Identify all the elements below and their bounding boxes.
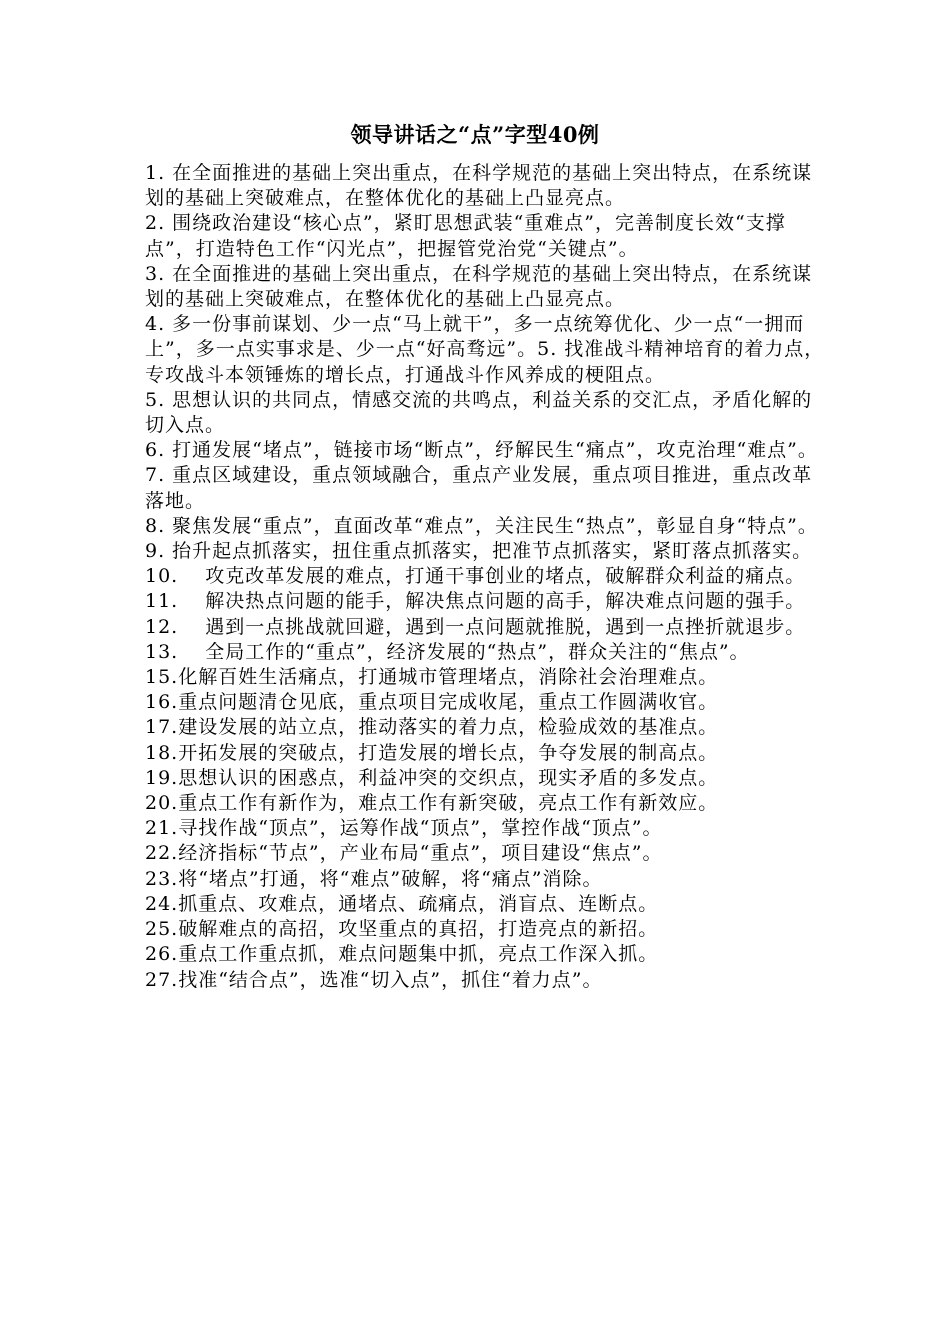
paragraph: 5. 思想认识的共同点，情感交流的共鸣点，利益关系的交汇点，矛盾化解的切入点。 [145,388,813,437]
paragraph: 26.重点工作重点抓，难点问题集中抓，亮点工作深入抓。 [145,943,659,966]
paragraph: 11. 解决热点问题的能手，解决焦点问题的高手，解决难点问题的强手。 [145,590,806,613]
paragraph: 24.抓重点、攻难点，通堵点、疏痛点，消盲点、连断点。 [145,892,659,915]
paragraph: 10. 攻克改革发展的难点，打通干事创业的堵点，破解群众利益的痛点。 [145,565,806,588]
paragraph: 8. 聚焦发展“重点”，直面改革“难点”，关注民生“热点”，彰显自身“特点”。 [145,514,818,537]
paragraph: 23.将“堵点”打通，将“难点”破解，将“痛点”消除。 [145,867,603,890]
paragraph: 19.思想认识的困惑点，利益冲突的交织点，现实矛盾的多发点。 [145,766,719,789]
paragraph: 1. 在全面推进的基础上突出重点，在科学规范的基础上突出特点，在系统谋划的基础上突破难点，在整体优化的基础上凸显亮点。 [145,162,813,210]
paragraph: 27.找准“结合点”，选准“切入点”，抓住“着力点”。 [145,968,603,991]
paragraph: 6. 打通发展“堵点”，链接市场“断点”，纾解民生“痛点”，攻克治理“难点”。 [145,439,818,462]
paragraph: 17.建设发展的站立点，推动落实的着力点，检验成效的基准点。 [145,716,719,739]
paragraph: 4. 多一份事前谋划、少一点“马上就干”，多一点统筹优化、少一点“一拥而上”，多一点实事求是、少一点“好高骛远”。5. 找准战斗精神培育的着力点，专攻战斗本领锤炼的增长点，打通战斗作风养成的梗阻点。 [145,313,825,386]
document-body [145,161,825,993]
paragraph: 13. 全局工作的“重点”，经济发展的“热点”，群众关注的“焦点”。 [145,640,750,663]
paragraph: 3. 在全面推进的基础上突出重点，在科学规范的基础上突出特点，在系统谋划的基础上突破难点，在整体优化的基础上凸显亮点。 [145,262,813,311]
paragraph: 2. 围绕政治建设“核心点”，紧盯思想武装“重难点”，完善制度长效“支撑点”，打造特色工作“闪光点”，把握管党治党“关键点”。 [145,212,786,260]
paragraph: 21.寻找作战“顶点”，运筹作战“顶点”，掌控作战“顶点”。 [145,817,663,840]
paragraph: 20.重点工作有新作为，难点工作有新突破，亮点工作有新效应。 [145,792,719,815]
paragraph: 22.经济指标“节点”，产业布局“重点”，项目建设“焦点”。 [145,842,663,865]
paragraph: 12. 遇到一点挑战就回避，遇到一点问题就推脱，遇到一点挫折就退步。 [145,615,806,638]
paragraph: 25.破解难点的高招，攻坚重点的真招，打造亮点的新招。 [145,918,659,941]
paragraph: 7. 重点区域建设，重点领域融合，重点产业发展，重点项目推进，重点改革落地。 [145,464,813,512]
paragraph: 15.化解百姓生活痛点，打通城市管理堵点，消除社会治理难点。 [145,666,719,689]
paragraph: 16.重点问题清仓见底，重点项目完成收尾，重点工作圆满收官。 [145,691,719,714]
paragraph: 9. 抬升起点抓落实，扭住重点抓落实，把准节点抓落实，紧盯落点抓落实。 [145,540,813,563]
document-title: 领导讲话之“点”字型40例 [350,122,600,147]
paragraph: 18.开拓发展的突破点，打造发展的增长点，争夺发展的制高点。 [145,741,719,764]
